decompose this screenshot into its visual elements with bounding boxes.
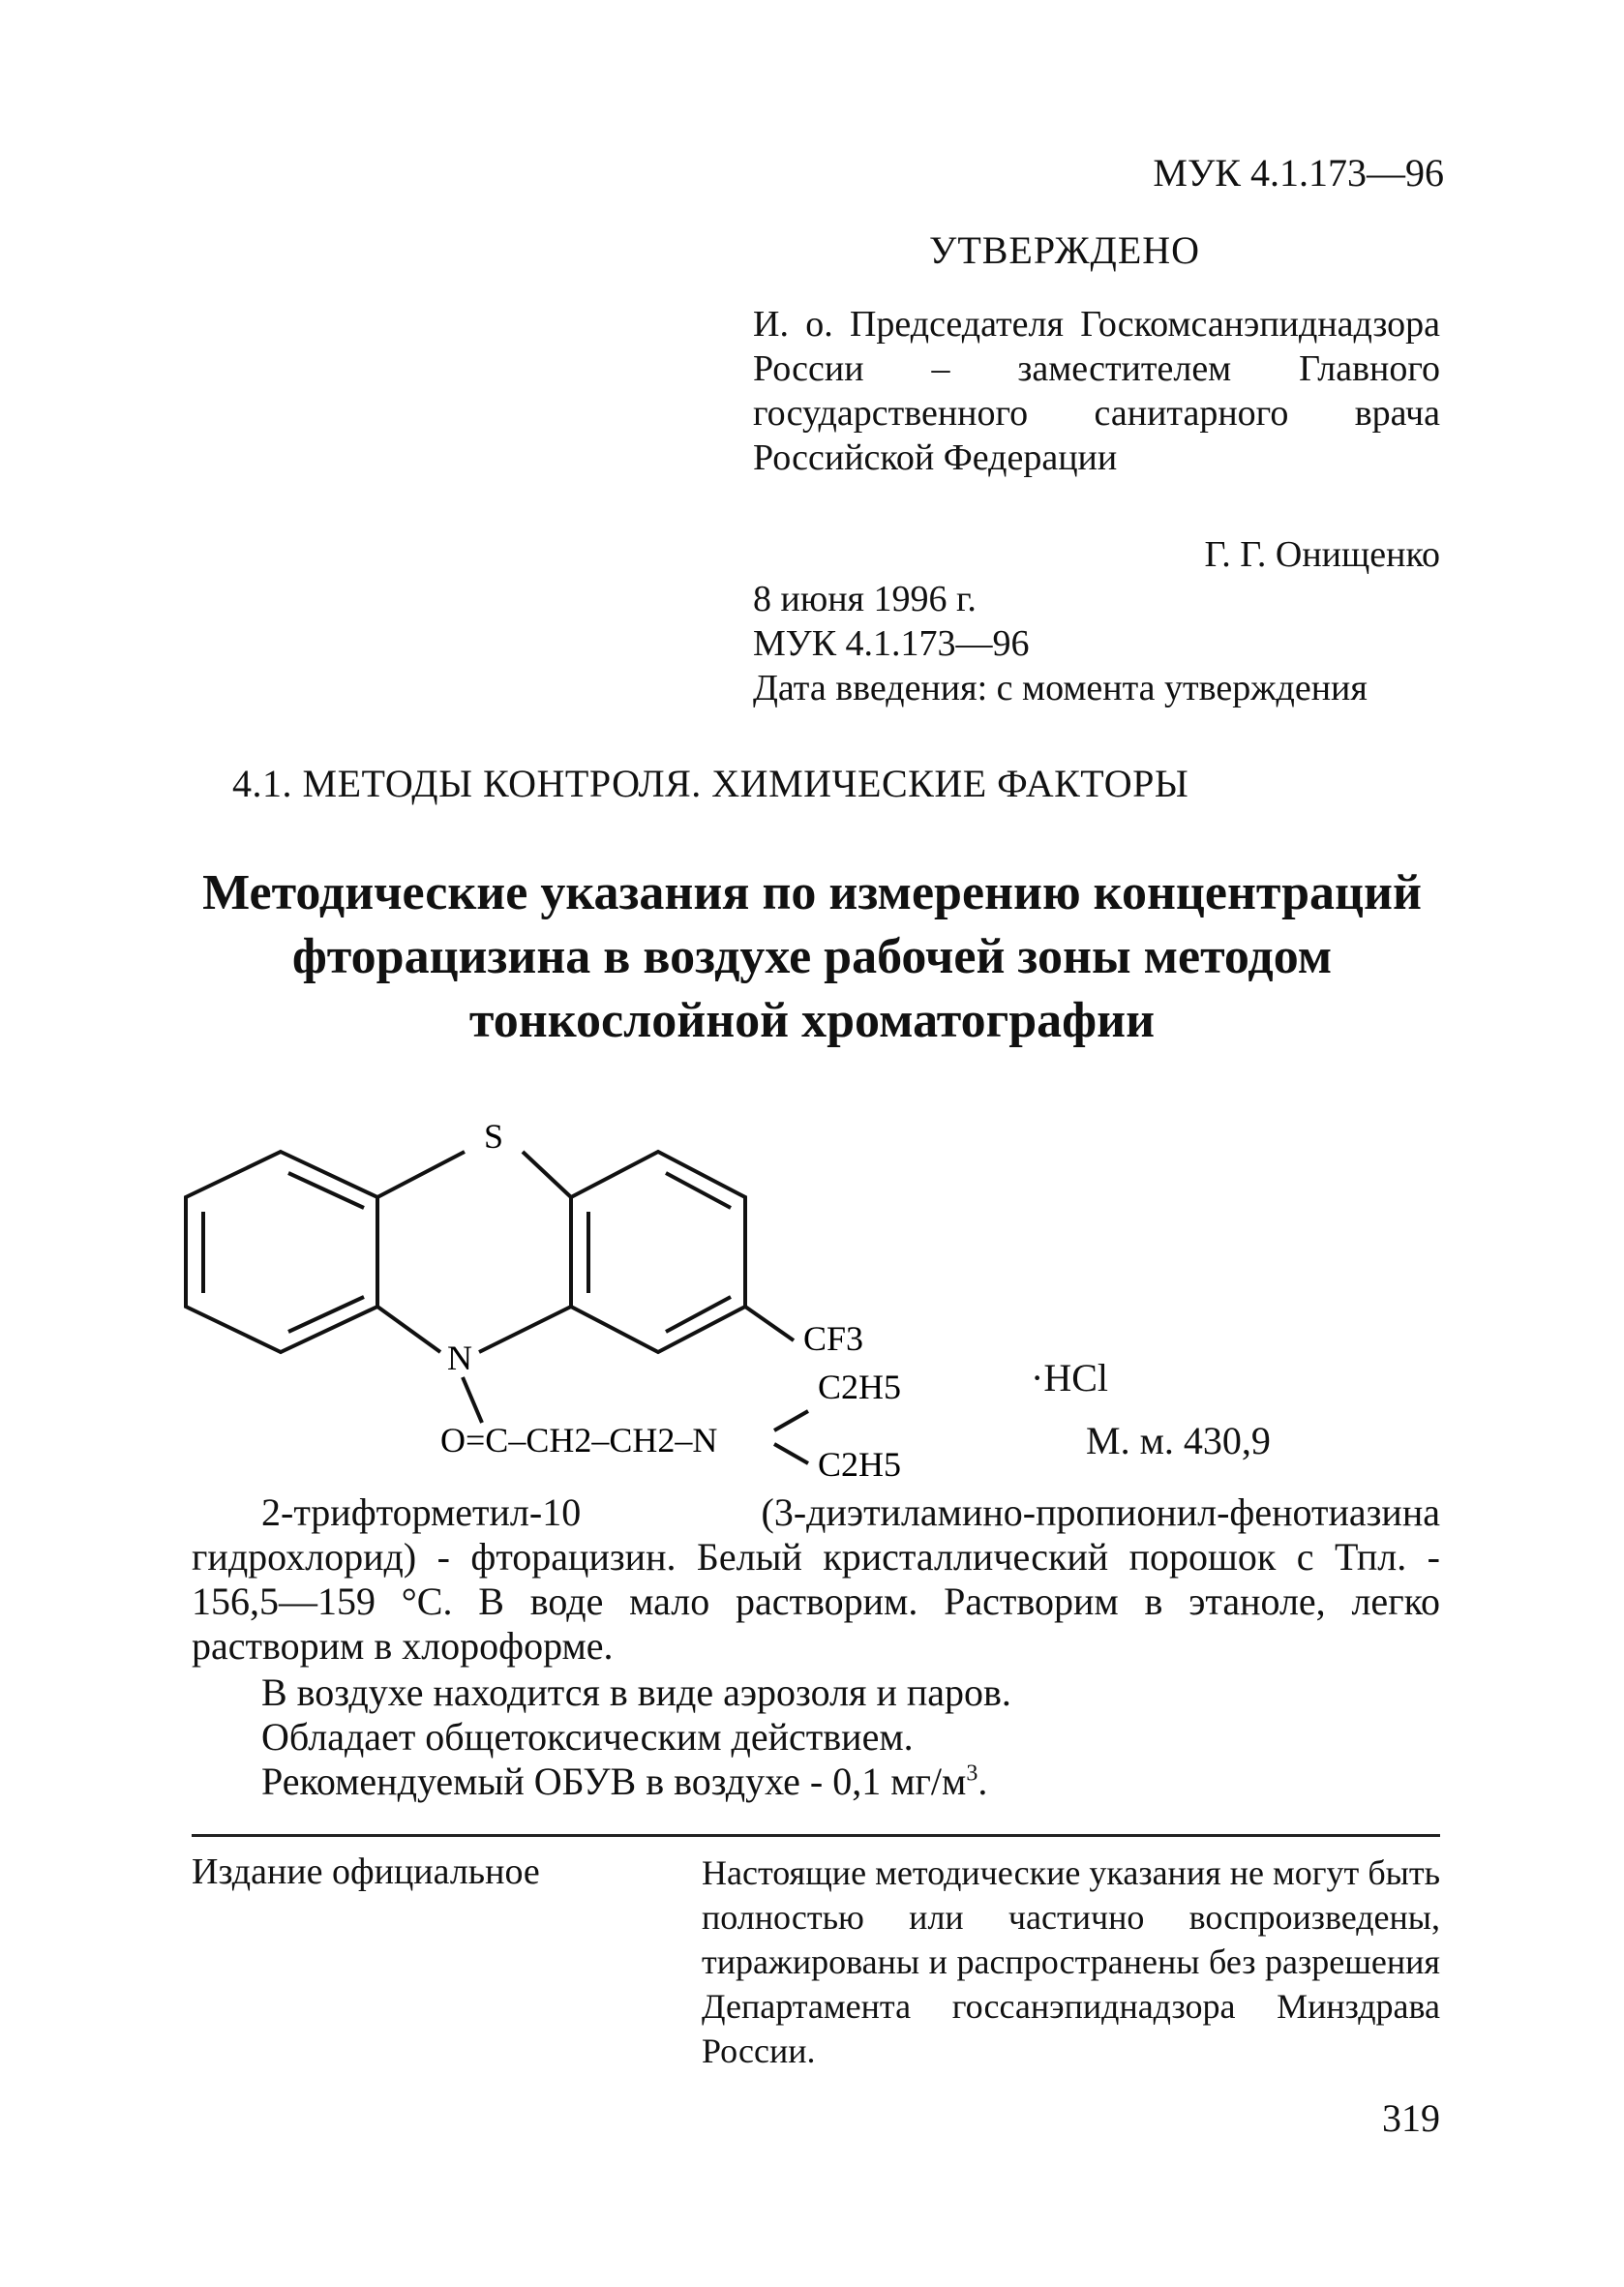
recommended-limit-text: Рекомендуемый ОБУВ в воздухе - 0,1 мг/м — [261, 1760, 967, 1803]
copyright-notice: Настоящие методические указания не могут быть полностью или частично воспроизведены, тиражированы и распространены без разрешения Департамента госсанэпиднадзора Минздрава России. — [702, 1853, 1440, 2070]
ethyl-group-1: C2H5 — [818, 1368, 902, 1406]
official-edition-label: Издание официальное — [192, 1851, 540, 1892]
approved-label: УТВЕРЖДЕНО — [929, 228, 1201, 272]
nitrogen-atom: N — [447, 1339, 472, 1377]
acyl-chain: O=C–CH2–CH2–N — [440, 1421, 718, 1459]
section-heading: 4.1. МЕТОДЫ КОНТРОЛЯ. ХИМИЧЕСКИЕ ФАКТОРЫ — [232, 762, 1189, 805]
molecular-weight: М. м. 430,9 — [1086, 1419, 1271, 1462]
document-code-repeat: МУК 4.1.173—96 — [753, 623, 1030, 664]
approval-date: 8 июня 1996 г. — [753, 579, 977, 619]
recommended-limit-end: . — [977, 1760, 988, 1803]
approver-name: Г. Г. Онищенко — [1204, 534, 1440, 575]
phenothiazine-rings — [186, 1152, 808, 1463]
ethyl-group-2: C2H5 — [818, 1445, 902, 1484]
document-code: МУК 4.1.173—96 — [1153, 151, 1444, 195]
recommended-limit — [192, 1760, 1440, 1804]
approver-position: И. о. Председателя Госкомсанэпиднадзора России – заместителем Главного государственного санитарного врача Российской Федерации — [753, 304, 1440, 478]
document-title: Методические указания по измерению концентраций фторацизина в воздухе рабочей зоны методом тонкослойной хроматографии — [202, 865, 1422, 1048]
unit-exponent: 3 — [966, 1760, 978, 1787]
sulfur-atom: S — [483, 1117, 504, 1156]
hydrochloride-label: ·HCl — [1031, 1356, 1108, 1399]
description-paragraph: 2-трифторметил-10 (3-диэтиламино-пропионил-фенотиазина гидрохлорид) - фторацизин. Белый кристаллический порошок с Тпл. - 156,5—159 °С. В воде мало растворим. Растворим в этаноле, легко растворим в хлороформе. — [192, 1490, 1440, 1668]
state-in-air: В воздухе находится в виде аэрозоля и паров. — [261, 1670, 1011, 1714]
page-number: 319 — [1382, 2096, 1440, 2140]
cf3-group: CF3 — [803, 1319, 864, 1358]
footer-divider — [192, 1834, 1440, 1837]
toxic-action: Обладает общетоксическим действием. — [261, 1715, 914, 1759]
effective-date: Дата введения: с момента утверждения — [753, 668, 1368, 708]
